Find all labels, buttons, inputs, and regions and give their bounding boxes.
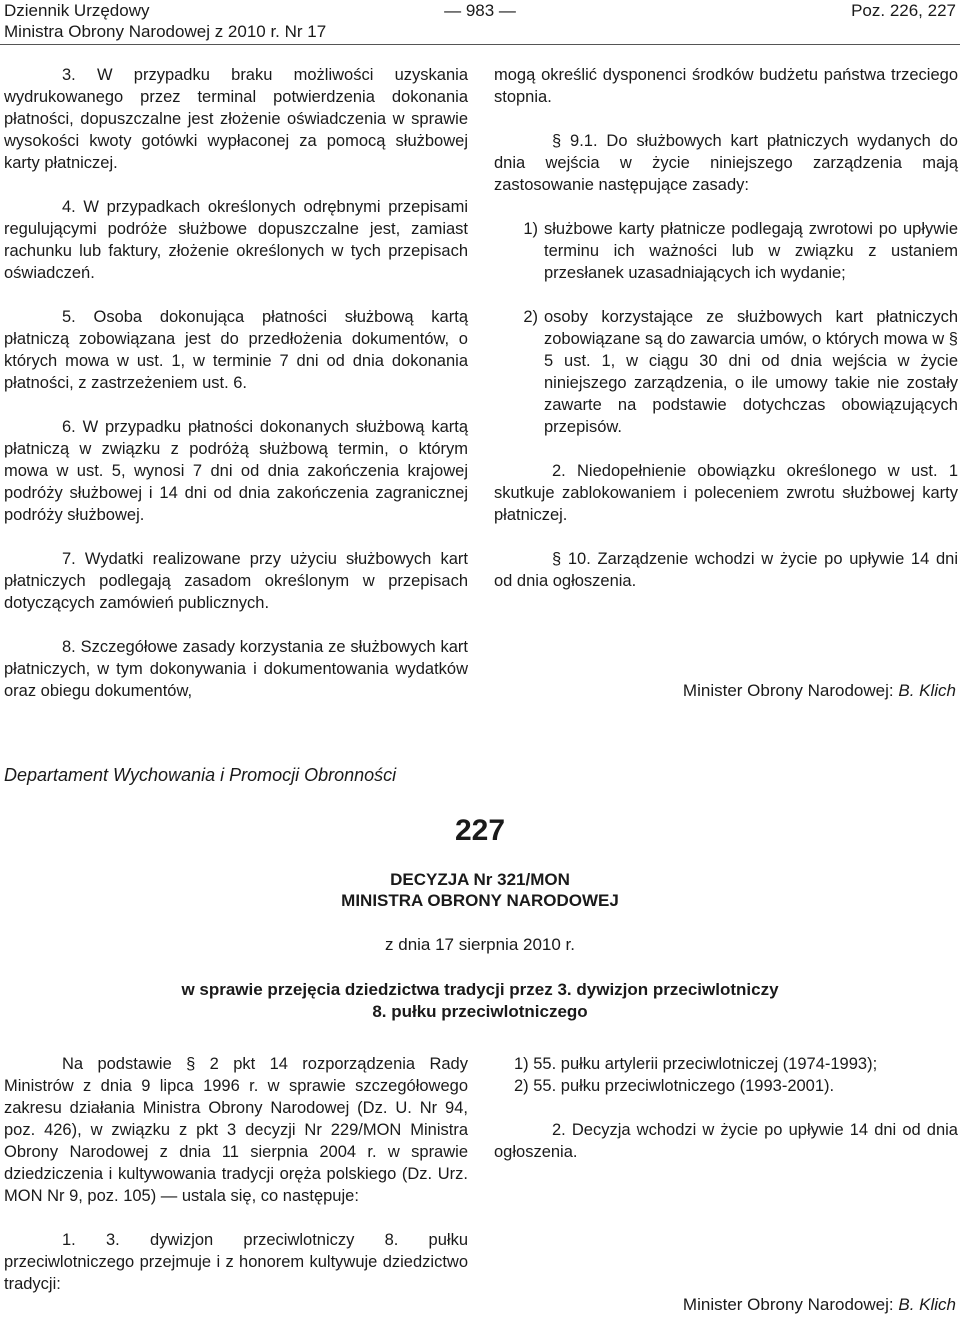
- paragraph-3: 3. W przypadku braku możliwości uzyskania wydrukowanego przez terminal potwierdzenia dokonania płatności, dopuszczalne jest złożenie oświadczenia w sprawie wysokości kwoty gotówki wypłaconej za pomocą służbowej karty płatniczej.: [4, 66, 468, 172]
- section-9: § 9.1. Do służbowych kart płatniczych wydanych do dnia wejścia w życie niniejszego zarządzenia mają zastosowanie następujące zasady:: [494, 132, 958, 194]
- point-2: 2. Decyzja wchodzi w życie po upływie 14 dni od dnia ogłoszenia.: [494, 1121, 958, 1161]
- list-item: [494, 218, 958, 284]
- section-10: § 10. Zarządzenie wchodzi w życie po upływie 14 dni od dnia ogłoszenia.: [494, 550, 958, 590]
- decision-title: DECYZJA Nr 321/MON: [390, 870, 570, 889]
- left-column-bottom: [4, 1053, 468, 1295]
- signature-title: Minister Obrony Narodowej:: [682, 681, 894, 700]
- issuer-line: Ministra Obrony Narodowej z 2010 r. Nr 17: [4, 22, 327, 41]
- legal-basis: Na podstawie § 2 pkt 14 rozporządzenia Rady Ministrów z dnia 9 lipca 1996 r. w sprawie szczegółowego zakresu działania Ministra Obrony Narodowej (Dz. U. Nr 94, poz. 426), w związku z pkt 3 decyzji Nr 229/MON Ministra Obrony Narodowej z dnia 11 sierpnia 2004 r. w sprawie dziedziczenia i kultywowania tradycji oręża polskiego (Dz. Urz. MON Nr 9, poz. 105) — ustala się, co następuje:: [4, 1055, 468, 1205]
- header-rule: [0, 44, 960, 45]
- list-item-number: 2): [523, 308, 538, 326]
- paragraph-8: 8. Szczegółowe zasady korzystania ze służbowych kart płatniczych, w tym dokonywania i dokumentowania wydatków oraz obiegu dokumentów,: [4, 638, 468, 700]
- journal-title: Dziennik Urzędowy: [4, 1, 150, 20]
- department-name: Departament Wychowania i Promocji Obronności: [4, 765, 397, 785]
- continuation-text: mogą określić dysponenci środków budżetu państwa trzeciego stopnia.: [494, 66, 958, 106]
- decision-subject-cont: 8. pułku przeciwlotniczego: [372, 1002, 588, 1021]
- position-number: 227: [454, 814, 506, 847]
- list-item-text: służbowe karty płatnicze podlegają zwrotowi po upływie terminu ich ważności lub w związku z ustaniem przesłanek uzasadniających ich wydanie;: [544, 220, 958, 282]
- tradition-item-1: 1) 55. pułku artylerii przeciwlotniczej (1974-1993);: [514, 1055, 878, 1073]
- signature-title: Minister Obrony Narodowej:: [682, 1295, 894, 1314]
- left-column-top: [4, 64, 468, 702]
- list-item-text: osoby korzystające ze służbowych kart płatniczych zobowiązane są do zawarcia umów, o których mowa w § 5 ust. 1, w ciągu 30 dni od dnia wejścia w życie niniejszego zarządzenia, o ile umowy takie nie zostały zawarte na podstawie dotychczas obowiązujących przepisów.: [544, 308, 958, 436]
- tradition-item-2: 2) 55. pułku przeciwlotniczego (1993-2001).: [514, 1077, 835, 1095]
- paragraph-4: 4. W przypadkach określonych odrębnymi przepisami regulującymi podróże służbowe dopuszczalne jest, zamiast rachunku lub faktury, złożenie określonych w tych przepisach oświadczeń.: [4, 198, 468, 282]
- point-1: 1. 3. dywizjon przeciwlotniczy 8. pułku przeciwlotniczego przejmuje i z honorem kultywuje dziedzictwo tradycji:: [4, 1231, 468, 1293]
- right-column-top: [494, 64, 958, 592]
- list-item-number: 1): [523, 220, 538, 238]
- signature-name: B. Klich: [898, 1295, 956, 1314]
- section-9-point-2: 2. Niedopełnienie obowiązku określonego w ust. 1 skutkuje zablokowaniem i poleceniem zwrotu służbowej karty płatniczej.: [494, 462, 958, 524]
- position-ref: Poz. 226, 227: [851, 1, 956, 20]
- list-item: [494, 306, 958, 438]
- signature: [683, 681, 956, 701]
- decision-subject: w sprawie przejęcia dziedzictwa tradycji przez 3. dywizjon przeciwlotniczy: [181, 980, 779, 999]
- right-column-bottom: [494, 1053, 958, 1163]
- paragraph-5: 5. Osoba dokonująca płatności służbową kartą płatniczą zobowiązana jest do przedłożenia dokumentów, o których mowa w ust. 1, w terminie 7 dni od dnia dokonania płatności, z zastrzeżeniem ust. 6.: [4, 308, 468, 392]
- paragraph-7: 7. Wydatki realizowane przy użyciu służbowych kart płatniczych podlegają zasadom określonym w przepisach dotyczących zamówień publicznych.: [4, 550, 468, 612]
- page-number: — 983 —: [444, 1, 516, 20]
- decision-authority: MINISTRA OBRONY NARODOWEJ: [341, 891, 619, 910]
- signature: [683, 1295, 956, 1315]
- signature-name: B. Klich: [898, 681, 956, 700]
- paragraph-6: 6. W przypadku płatności dokonanych służbową kartą płatniczą w związku z podróżą służbową termin, o którym mowa w ust. 5, wynosi 7 dni od dnia zakończenia krajowej podróży służbowej i 14 dni od dnia zakończenia zagranicznej podróży służbowej.: [4, 418, 468, 524]
- decision-date: z dnia 17 sierpnia 2010 r.: [385, 935, 575, 954]
